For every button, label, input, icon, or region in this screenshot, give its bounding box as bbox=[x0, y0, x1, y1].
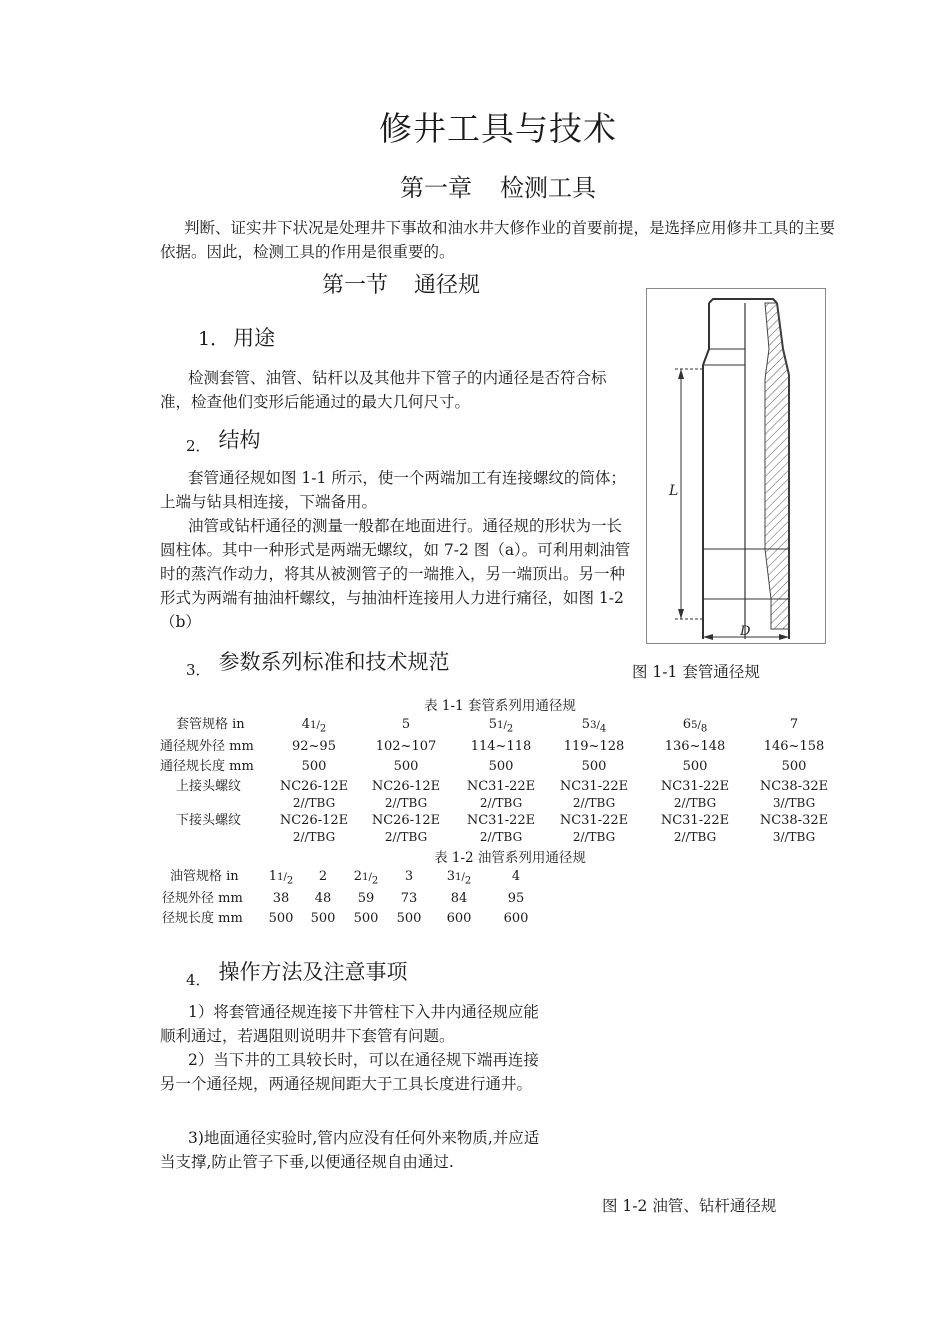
intro-paragraph: 判断、证实井下状况是处理井下事故和油水井大修作业的首要前提，是选择应用修井工具的主要依据。因此，检测工具的作用是很重要的。 bbox=[160, 219, 836, 261]
table-cell: $31/_2$ bbox=[446, 869, 472, 887]
table-cell: 38 bbox=[272, 890, 290, 906]
table-row-label: 径规外径 mm bbox=[162, 890, 243, 906]
section-number: 第一节 bbox=[322, 273, 389, 298]
table-cell: NC31-22E 2//TBG bbox=[559, 778, 629, 810]
heading-structure-number: 2． bbox=[186, 437, 211, 455]
dimension-label-D: D bbox=[740, 624, 751, 639]
chapter-name: 检测工具 bbox=[500, 174, 596, 202]
table-row bbox=[160, 778, 840, 812]
table-cell: NC31-22E 2//TBG bbox=[466, 812, 536, 844]
table-cell: NC38-32E 3//TBG bbox=[759, 778, 829, 810]
table-cell: NC26-12E 2//TBG bbox=[371, 812, 441, 844]
section-name: 通径规 bbox=[414, 273, 481, 298]
table-cell: 2 bbox=[318, 869, 328, 884]
operations-paragraph-3: 3)地面通径实验时,管内应没有任何外来物质,并应适当支撑,防止管子下垂,以便通径规自由通过. bbox=[160, 1129, 540, 1171]
table-cell: $41/_2$ bbox=[301, 717, 327, 735]
section-heading bbox=[322, 268, 480, 299]
table-cell: 146~158 bbox=[763, 738, 825, 754]
table-cell: $21/_2$ bbox=[353, 869, 379, 887]
table-cell: 600 bbox=[503, 910, 529, 926]
table-1-title: 表 1-1 套管系列用通径规 bbox=[424, 698, 576, 714]
table-cell: 114~118 bbox=[470, 738, 532, 754]
table-cell: 500 bbox=[581, 758, 607, 774]
table-cell: 92~95 bbox=[292, 738, 336, 754]
table-cell: $53/_4$ bbox=[581, 717, 607, 735]
heading-use-text: 用途 bbox=[233, 326, 276, 350]
table-cell: 4 bbox=[511, 869, 521, 884]
document-title: 修井工具与技术 bbox=[379, 109, 617, 148]
table-row bbox=[160, 758, 840, 778]
heading-operations bbox=[186, 956, 408, 989]
table-row-label: 径规长度 mm bbox=[162, 910, 243, 926]
figure-casing-gauge bbox=[646, 288, 826, 644]
table-cell: 102~107 bbox=[375, 738, 437, 754]
table-row-label: 上接头螺纹 bbox=[176, 778, 242, 794]
heading-structure-text: 结构 bbox=[218, 428, 261, 452]
table-cell: 136~148 bbox=[664, 738, 726, 754]
dimension-label-L: L bbox=[669, 483, 679, 499]
table-cell: $11/_2$ bbox=[268, 869, 294, 887]
table-cell: NC26-12E 2//TBG bbox=[279, 812, 349, 844]
chapter-number: 第一章 bbox=[400, 174, 472, 202]
table-cell: 84 bbox=[450, 890, 468, 906]
table-cell: 500 bbox=[301, 758, 327, 774]
table-cell: 500 bbox=[353, 910, 379, 926]
heading-operations-number: 4． bbox=[186, 971, 211, 989]
table-row-label: 油管规格 in bbox=[170, 869, 239, 884]
table-cell: $51/_2$ bbox=[488, 717, 514, 735]
table-row bbox=[162, 910, 544, 930]
table-cell: NC31-22E 2//TBG bbox=[466, 778, 536, 810]
table-row-label: 下接头螺纹 bbox=[176, 812, 242, 828]
table-cell: $65/_8$ bbox=[682, 717, 708, 735]
table-cell: NC26-12E 2//TBG bbox=[279, 778, 349, 810]
table-row-label: 通径规长度 mm bbox=[160, 758, 254, 774]
heading-parameters-text: 参数系列标准和技术规范 bbox=[218, 650, 450, 674]
table-cell: 48 bbox=[314, 890, 332, 906]
heading-use bbox=[198, 322, 275, 352]
table-2-title: 表 1-2 油管系列用通径规 bbox=[434, 850, 586, 866]
table-cell: NC38-32E 3//TBG bbox=[759, 812, 829, 844]
heading-parameters-number: 3． bbox=[186, 661, 211, 679]
table-cell: 500 bbox=[393, 758, 419, 774]
casing-gauge-drawing bbox=[647, 289, 825, 643]
table-row bbox=[162, 868, 544, 890]
table-row bbox=[162, 890, 544, 910]
heading-parameters bbox=[186, 646, 450, 679]
heading-operations-text: 操作方法及注意事项 bbox=[218, 960, 408, 984]
figure-1-caption: 图 1-1 套管通径规 bbox=[632, 663, 760, 681]
heading-structure bbox=[186, 424, 261, 454]
table-1 bbox=[160, 716, 840, 846]
table-cell: NC31-22E 2//TBG bbox=[559, 812, 629, 844]
table-cell: 600 bbox=[446, 910, 472, 926]
table-cell: 119~128 bbox=[563, 738, 625, 754]
heading-use-number: 1． bbox=[198, 328, 230, 350]
operations-paragraph-1: 1）将套管通径规连接下井管柱下入井内通径规应能顺利通过，若遇阻则说明井下套管有问题。 bbox=[160, 1003, 539, 1045]
table-cell: 7 bbox=[789, 717, 799, 732]
operations-paragraph-2: 2）当下井的工具较长时，可以在通径规下端再连接另一个通径规，两通径规间距大于工具长度进行通井。 bbox=[160, 1051, 539, 1093]
table-row-label: 通径规外径 mm bbox=[160, 738, 254, 754]
chapter-heading bbox=[0, 168, 950, 203]
table-cell: 500 bbox=[488, 758, 514, 774]
figure-2-caption: 图 1-2 油管、钻杆通径规 bbox=[602, 1197, 777, 1215]
table-cell: 59 bbox=[357, 890, 375, 906]
table-row bbox=[160, 716, 840, 738]
table-2 bbox=[162, 868, 544, 930]
structure-paragraph-1: 套管通径规如图 1-1 所示，使一个两端加工有连接螺纹的筒体；上端与钻具相连接，下端备用。 bbox=[160, 469, 626, 511]
table-cell: NC31-22E 2//TBG bbox=[660, 778, 730, 810]
table-cell: 3 bbox=[404, 869, 414, 884]
table-cell: 500 bbox=[310, 910, 336, 926]
table-cell: 500 bbox=[781, 758, 807, 774]
table-row bbox=[160, 812, 840, 846]
table-cell: 73 bbox=[400, 890, 418, 906]
structure-paragraph-2: 油管或钻杆通径的测量一般都在地面进行。通径规的形状为一长圆柱体。其中一种形式是两端无螺纹，如 7-2 图（a）。可利用刺油管时的蒸汽作动力，将其从被测管子的一端推入，另一端顶出。另一种形式为两端有抽油杆螺纹，与抽油杆连接用人力进行痛径，如图 1-2（b） bbox=[160, 517, 631, 631]
table-row bbox=[160, 738, 840, 758]
use-paragraph: 检测套管、油管、钻杆以及其他井下管子的内通径是否符合标准，检查他们变形后能通过的最大几何尺寸。 bbox=[160, 369, 607, 411]
table-cell: NC31-22E 2//TBG bbox=[660, 812, 730, 844]
table-cell: NC26-12E 2//TBG bbox=[371, 778, 441, 810]
table-cell: 95 bbox=[507, 890, 525, 906]
table-cell: 500 bbox=[682, 758, 708, 774]
table-cell: 5 bbox=[401, 717, 411, 732]
table-cell: 500 bbox=[396, 910, 422, 926]
table-row-label: 套管规格 in bbox=[176, 717, 245, 732]
table-cell: 500 bbox=[268, 910, 294, 926]
